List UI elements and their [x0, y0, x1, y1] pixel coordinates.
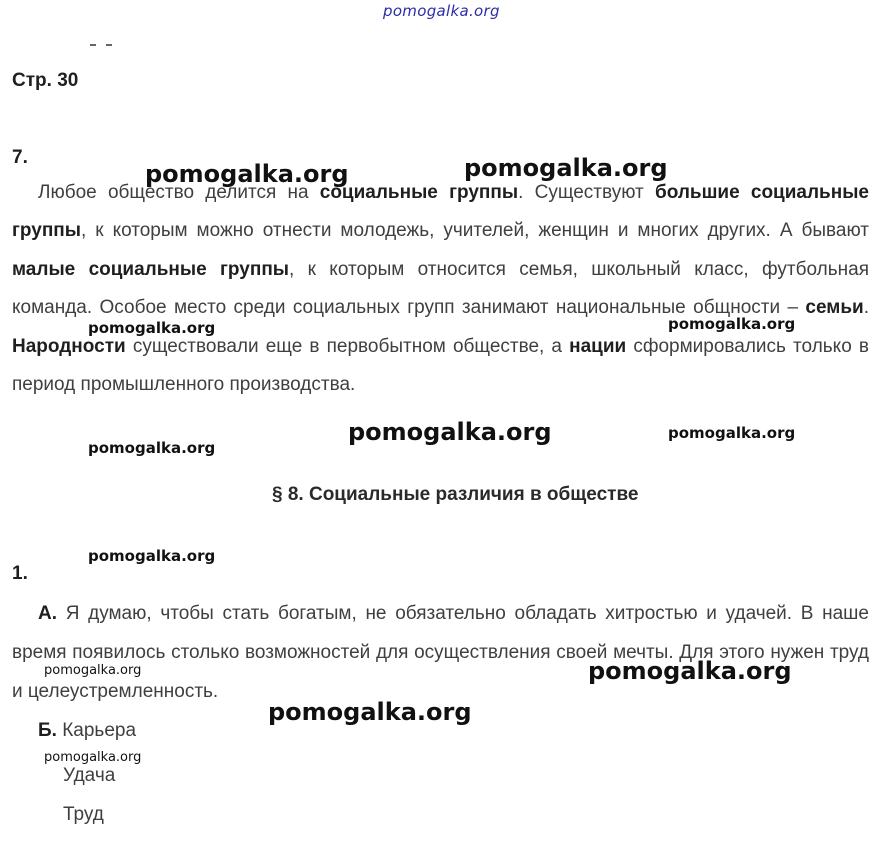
watermark: pomogalka.org — [88, 439, 216, 457]
task-1-number: 1. — [12, 563, 28, 584]
key-term: социальные группы — [319, 182, 519, 203]
watermark: pomogalka.org — [44, 663, 142, 678]
watermark: pomogalka.org — [88, 547, 216, 565]
watermark: pomogalka.org — [145, 160, 349, 188]
text-segment: . — [863, 297, 869, 319]
answer-a-label: А. — [38, 603, 57, 624]
text-segment: сформировались только в период промышленного производства. — [12, 335, 869, 396]
text-segment: Любое общество делится на — [38, 182, 320, 203]
task-1-answer-a — [12, 594, 869, 711]
answer-b-item: Труд — [63, 804, 104, 825]
page-reference: Стр. 30 — [12, 70, 79, 91]
answer-b-item: Карьера — [62, 720, 137, 741]
cut-off-text-fragment — [90, 44, 130, 50]
answer-a-text: Я думаю, чтобы стать богатым, не обязательно обладать хитростью и удачей. В наше время появилось столько возможностей для осуществления своей мечты. Для этого нужен труд и целеустремленность. — [12, 603, 869, 702]
answer-b-item: Удача — [63, 765, 116, 786]
key-term: большие социальные группы — [12, 182, 869, 242]
key-term: малые социальные группы — [12, 258, 290, 280]
watermark: pomogalka.org — [268, 698, 472, 726]
text-segment: существовали еще в первобытном обществе, а — [125, 335, 570, 357]
watermark: pomogalka.org — [44, 750, 142, 765]
answer-b-label: Б. — [38, 720, 57, 741]
key-term: семьи — [805, 297, 864, 319]
watermark: pomogalka.org — [668, 424, 796, 442]
text-segment: , к которым относится семья, школьный класс, футбольная команда. Особое место среди социальных групп занимают национальные общности – — [12, 258, 869, 319]
watermark: pomogalka.org — [588, 657, 792, 685]
task-7-answer-paragraph — [12, 174, 869, 404]
watermark: pomogalka.org — [88, 319, 216, 337]
watermark: pomogalka.org — [464, 154, 668, 182]
header-watermark: pomogalka.org — [383, 2, 500, 20]
task-7-number: 7. — [12, 147, 28, 168]
text-segment: . Существуют — [518, 182, 655, 203]
watermark: pomogalka.org — [348, 418, 552, 446]
key-term: нации — [569, 335, 627, 357]
watermark: pomogalka.org — [668, 315, 796, 333]
text-segment: , к которым можно отнести молодежь, учителей, женщин и многих других. А бывают — [81, 220, 869, 242]
answer-b-line — [38, 720, 136, 742]
section-heading: § 8. Социальные различия в обществе — [272, 484, 639, 505]
key-term: Народности — [12, 335, 126, 357]
